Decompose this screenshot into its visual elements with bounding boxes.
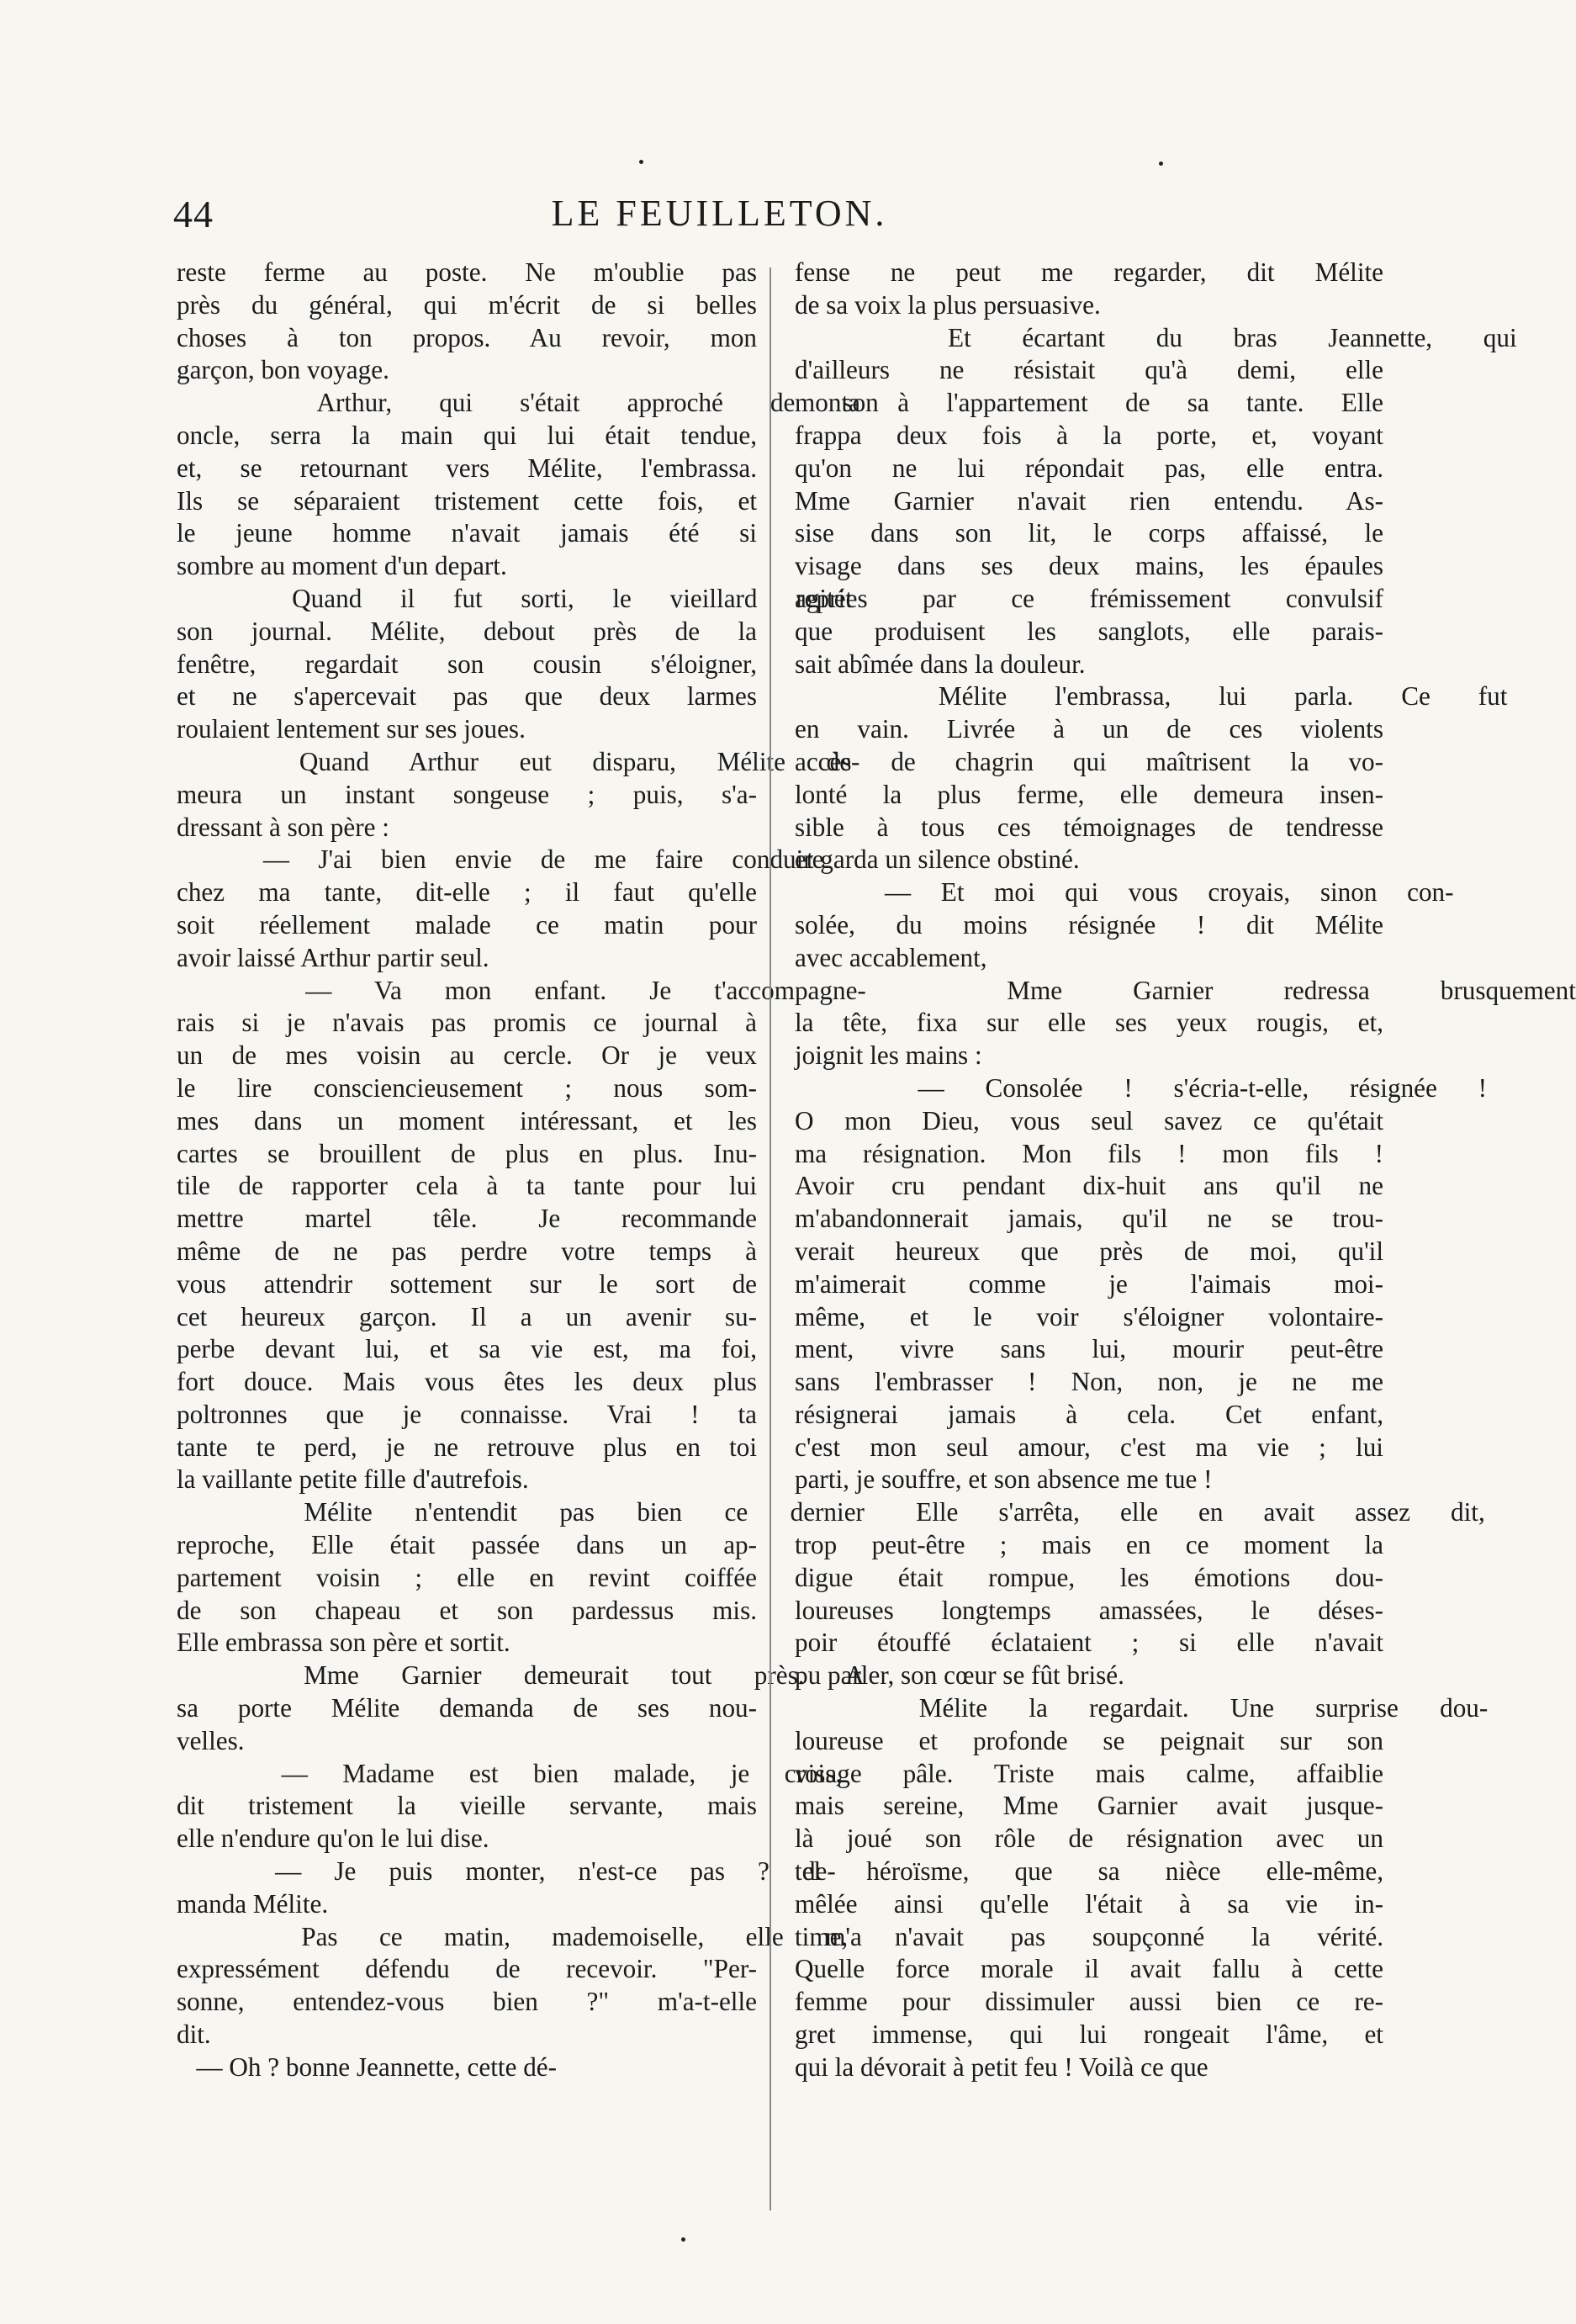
text-line: oncle, serra la main qui lui était tendue, <box>177 420 758 450</box>
text-line: dit tristement la vieille servante, mais <box>177 1791 757 1821</box>
text-line: agitées par ce frémissement convulsif <box>795 583 1384 613</box>
column-rule <box>769 267 771 2210</box>
text-line: — Consolée ! s'écria-t-elle, résignée ! <box>795 1072 1488 1103</box>
text-line: tel héroïsme, que sa nièce elle-même, <box>795 1856 1384 1887</box>
text-line: sa porte Mélite demanda de ses nou- <box>177 1693 758 1723</box>
text-line: que produisent les sanglots, elle parais- <box>795 616 1384 646</box>
text-line: dit. <box>177 2020 211 2050</box>
text-line: — Madame est bien malade, je crois, <box>177 1758 843 1788</box>
text-line: gret immense, qui lui rongeait l'âme, et <box>795 2020 1383 2050</box>
text-line: d'ailleurs ne résistait qu'à demi, elle <box>795 355 1384 385</box>
text-line: m'abandonnerait jamais, qu'il ne se trou- <box>795 1204 1383 1234</box>
text-line: loureuse et profonde se peignait sur son <box>795 1725 1384 1755</box>
text-line: verait heureux que près de moi, qu'il <box>795 1236 1384 1266</box>
text-line: Mme Garnier redressa brusquement <box>795 975 1576 1005</box>
page-number: 44 <box>173 193 214 236</box>
text-line: fenêtre, regardait son cousin s'éloigner, <box>177 648 757 679</box>
text-line: poltronnes que je connaisse. Vrai ! ta <box>177 1399 757 1429</box>
text-line: m'aimerait comme je l'aimais moi- <box>795 1268 1383 1299</box>
text-line: mais sereine, Mme Garnier avait jusque- <box>795 1791 1383 1821</box>
text-line: vous attendrir sottement sur le sort de <box>177 1268 758 1299</box>
running-title: LE FEUILLETON. <box>551 193 888 234</box>
text-line: le lire consciencieusement ; nous som- <box>177 1072 758 1103</box>
text-line: pu parler, son cœur se fût brisé. <box>795 1660 1124 1691</box>
text-line: Elle s'arrêta, elle en avait assez dit, <box>795 1497 1485 1527</box>
text-line: sonne, entendez-vous bien ?" m'a-t-elle <box>177 1987 757 2017</box>
text-line: visage pâle. Triste mais calme, affaiblie <box>795 1758 1384 1788</box>
text-line: Mélite n'entendit pas bien ce dernier <box>177 1497 865 1527</box>
text-line: sans l'embrasser ! Non, non, je ne me <box>795 1367 1384 1397</box>
text-line: résignerai jamais à cela. Cet enfant, <box>795 1399 1384 1429</box>
text-line: sait abîmée dans la douleur. <box>795 648 1086 679</box>
text-line: ment, vivre sans lui, mourir peut-être <box>795 1334 1384 1364</box>
text-line: frappa deux fois à la porte, et, voyant <box>795 420 1383 450</box>
text-line: — Et moi qui vous croyais, sinon con- <box>795 877 1454 908</box>
text-line: avoir laissé Arthur partir seul. <box>177 942 489 972</box>
text-line: velles. <box>177 1725 245 1755</box>
text-line: Elle embrassa son père et sortit. <box>177 1628 510 1658</box>
text-line: Mme Garnier demeurait tout près. A <box>177 1660 865 1691</box>
text-line: Mélite la regardait. Une surprise dou- <box>795 1693 1489 1723</box>
text-line: tile de rapporter cela à ta tante pour lui <box>177 1171 757 1201</box>
text-line: trop peut-être ; mais en ce moment la <box>795 1530 1383 1560</box>
text-line: accès de chagrin qui maîtrisent la vo- <box>795 746 1384 776</box>
text-line: rais si je n'avais pas promis ce journal à <box>177 1008 758 1038</box>
text-line: digue était rompue, les émotions dou- <box>795 1562 1383 1592</box>
text-line: Pas ce matin, mademoiselle, elle m'a <box>177 1921 862 1951</box>
text-line: sible à tous ces témoignages de tendresse <box>795 812 1383 842</box>
text-line: près du général, qui m'écrit de si belles <box>177 289 758 320</box>
text-line: solée, du moins résignée ! dit Mélite <box>795 909 1383 940</box>
text-line: la tête, fixa sur elle ses yeux rougis, et, <box>795 1008 1383 1038</box>
text-line: c'est mon seul amour, c'est ma vie ; lui <box>795 1432 1383 1462</box>
text-line: dressant à son père : <box>177 812 389 842</box>
text-line: — J'ai bien envie de me faire conduire <box>177 844 824 875</box>
text-line: et garda un silence obstiné. <box>795 844 1080 875</box>
ink-speck <box>639 160 643 164</box>
text-line: et ne s'apercevait pas que deux larmes <box>177 681 757 712</box>
right-column <box>795 257 1576 2084</box>
text-line: sombre au moment d'un depart. <box>177 551 507 581</box>
text-line: fense ne peut me regarder, dit Mélite <box>795 257 1384 287</box>
text-line: Quand il fut sorti, le vieillard reprit <box>177 583 853 613</box>
text-line: mes dans un moment intéressant, et les <box>177 1105 758 1136</box>
text-line: — Je puis monter, n'est-ce pas ? de- <box>177 1856 836 1887</box>
ink-speck <box>1159 161 1163 166</box>
text-line: Mme Garnier n'avait rien entendu. As- <box>795 485 1384 516</box>
text-line: elle n'endure qu'on le lui dise. <box>177 1824 489 1854</box>
text-line: parti, je souffre, et son absence me tue ! <box>795 1464 1213 1495</box>
text-line: — Oh ? bonne Jeannette, cette dé- <box>177 2051 558 2082</box>
text-line: — Va mon enfant. Je t'accompagne- <box>177 975 866 1005</box>
text-line: Ils se séparaient tristement cette fois, et <box>177 485 757 516</box>
text-line: meura un instant songeuse ; puis, s'a- <box>177 779 758 809</box>
text-line: poir étouffé éclataient ; si elle n'avait <box>795 1628 1383 1658</box>
text-line: reproche, Elle était passée dans un ap- <box>177 1530 758 1560</box>
text-line: femme pour dissimuler aussi bien ce re- <box>795 1987 1383 2017</box>
text-line: mettre martel têle. Je recommande <box>177 1204 757 1234</box>
text-line: et, se retournant vers Mélite, l'embrassa. <box>177 453 758 483</box>
text-line: visage dans ses deux mains, les épaules <box>795 551 1383 581</box>
text-line: la vaillante petite fille d'autrefois. <box>177 1464 529 1495</box>
text-line: loureuses longtemps amassées, le déses- <box>795 1595 1384 1625</box>
text-line: tante te perd, je ne retrouve plus en toi <box>177 1432 758 1462</box>
text-line: même, et le voir s'éloigner volontaire- <box>795 1301 1384 1331</box>
text-line: ma résignation. Mon fils ! mon fils ! <box>795 1138 1384 1168</box>
text-line: avec accablement, <box>795 942 987 972</box>
text-line: Mélite l'embrassa, lui parla. Ce fut <box>795 681 1508 712</box>
text-line: Arthur, qui s'était approché de son <box>177 388 879 418</box>
text-line: lonté la plus ferme, elle demeura insen- <box>795 779 1383 809</box>
text-line: partement voisin ; elle en revint coiffée <box>177 1562 757 1592</box>
text-line: monta à l'appartement de sa tante. Elle <box>795 388 1383 418</box>
text-line: chez ma tante, dit-elle ; il faut qu'elle <box>177 877 757 908</box>
text-line: expressément défendu de recevoir. "Per- <box>177 1954 757 1984</box>
text-line: perbe devant lui, et sa vie est, ma foi, <box>177 1334 758 1364</box>
text-line: time, n'avait pas soupçonné la vérité. <box>795 1921 1383 1951</box>
text-line: même de ne pas perdre votre temps à <box>177 1236 758 1266</box>
text-line: Quelle force morale il avait fallu à cette <box>795 1954 1383 1984</box>
text-line: son journal. Mélite, debout près de la <box>177 616 758 646</box>
text-line: qui la dévorait à petit feu ! Voilà ce que <box>795 2051 1208 2082</box>
text-line: soit réellement malade ce matin pour <box>177 909 757 940</box>
text-line: en vain. Livrée à un de ces violents <box>795 714 1383 744</box>
text-line: O mon Dieu, vous seul savez ce qu'était <box>795 1105 1383 1136</box>
text-line: là joué son rôle de résignation avec un <box>795 1824 1383 1854</box>
text-line: qu'on ne lui répondait pas, elle entra. <box>795 453 1384 483</box>
text-line: reste ferme au poste. Ne m'oublie pas <box>177 257 757 287</box>
text-line: de son chapeau et son pardessus mis. <box>177 1595 758 1625</box>
text-line: cartes se brouillent de plus en plus. Inu- <box>177 1138 757 1168</box>
text-line: mêlée ainsi qu'elle l'était à sa vie in- <box>795 1888 1383 1919</box>
text-line: roulaient lentement sur ses joues. <box>177 714 526 744</box>
text-line: fort douce. Mais vous êtes les deux plus <box>177 1367 758 1397</box>
text-line: joignit les mains : <box>795 1040 982 1071</box>
text-line: choses à ton propos. Au revoir, mon <box>177 322 758 352</box>
text-line: cet heureux garçon. Il a un avenir su- <box>177 1301 757 1331</box>
text-line: garçon, bon voyage. <box>177 355 389 385</box>
text-line: sise dans son lit, le corps affaissé, le <box>795 518 1384 548</box>
ink-speck <box>681 2237 685 2242</box>
text-line: Et écartant du bras Jeannette, qui <box>795 322 1517 352</box>
left-column <box>177 257 879 2084</box>
text-line: le jeune homme n'avait jamais été si <box>177 518 757 548</box>
text-line: manda Mélite. <box>177 1888 329 1919</box>
text-line: Avoir cru pendant dix-huit ans qu'il ne <box>795 1171 1383 1201</box>
text-line: un de mes voisin au cercle. Or je veux <box>177 1040 757 1071</box>
text-line: de sa voix la plus persuasive. <box>795 289 1101 320</box>
text-line: Quand Arthur eut disparu, Mélite de- <box>177 746 860 776</box>
